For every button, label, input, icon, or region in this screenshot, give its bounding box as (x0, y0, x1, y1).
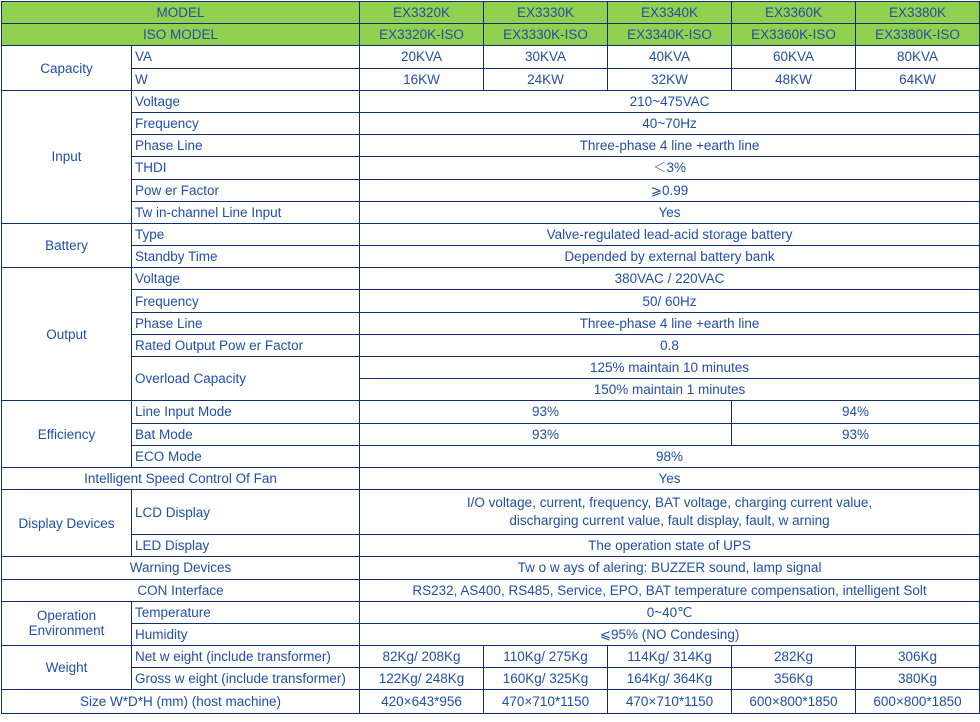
output-rated-pf-row (2, 334, 980, 356)
con-row (2, 579, 980, 601)
temperature-value: 0~40℃ (360, 601, 980, 623)
lcd-line-1: I/O voltage, current, frequency, BAT voltage, charging current value, (466, 495, 873, 511)
model-cell: EX3360K (732, 2, 856, 24)
output-phase-label: Phase Line (132, 312, 360, 334)
overload-capacity-label: Overload Capacity (132, 357, 360, 401)
display-group-label: Display Devices (2, 490, 132, 557)
gross-weight-cell: 160Kg/ 325Kg (484, 668, 608, 690)
standby-time-value: Depended by external battery bank (360, 246, 980, 268)
w-cell: 24KW (484, 68, 608, 90)
output-group-label: Output (2, 268, 132, 401)
line-input-mode-value-a: 93% (360, 401, 732, 423)
w-cell: 16KW (360, 68, 484, 90)
size-cell: 470×710*1150 (484, 690, 608, 714)
gross-weight-cell: 122Kg/ 248Kg (360, 668, 484, 690)
input-group-label: Input (2, 90, 132, 223)
led-display-row (2, 535, 980, 557)
net-weight-cell: 82Kg/ 208Kg (360, 646, 484, 668)
input-voltage-row (2, 90, 980, 112)
battery-type-row (2, 223, 980, 245)
efficiency-bat-row (2, 423, 980, 445)
bat-mode-value-b: 93% (732, 423, 980, 445)
va-cell: 20KVA (360, 46, 484, 68)
environment-line-2: Environment (28, 623, 105, 639)
size-cell: 600×800*1850 (856, 690, 980, 714)
fan-value: Yes (360, 467, 980, 489)
warning-value: Tw o w ays of alering: BUZZER sound, lamp signal (360, 557, 980, 579)
humidity-value: ⩽95% (NO Condesing) (360, 623, 980, 645)
warning-label: Warning Devices (2, 557, 360, 579)
twin-channel-label: Tw in-channel Line Input (132, 201, 360, 223)
input-frequency-value: 40~70Hz (360, 112, 980, 134)
bat-mode-label: Bat Mode (132, 423, 360, 445)
output-voltage-row (2, 268, 980, 290)
output-frequency-value: 50/ 60Hz (360, 290, 980, 312)
battery-type-label: Type (132, 223, 360, 245)
iso-model-row (2, 24, 980, 46)
capacity-w-row (2, 68, 980, 90)
model-row (2, 2, 980, 24)
iso-model-cell: EX3340K-ISO (608, 24, 732, 46)
input-voltage-label: Voltage (132, 90, 360, 112)
va-cell: 60KVA (732, 46, 856, 68)
efficiency-eco-row (2, 445, 980, 467)
size-cell: 420×643*956 (360, 690, 484, 714)
temperature-label: Temperature (132, 601, 360, 623)
output-phase-value: Three-phase 4 line +earth line (360, 312, 980, 334)
power-factor-label: Pow er Factor (132, 179, 360, 201)
lcd-display-label: LCD Display (132, 490, 360, 535)
humidity-label: Humidity (132, 623, 360, 645)
capacity-group-label: Capacity (2, 46, 132, 90)
battery-group-label: Battery (2, 223, 132, 267)
overload-value-1: 125% maintain 10 minutes (360, 357, 980, 379)
net-weight-cell: 306Kg (856, 646, 980, 668)
efficiency-group-label: Efficiency (2, 401, 132, 468)
net-weight-cell: 282Kg (732, 646, 856, 668)
iso-model-cell: EX3320K-ISO (360, 24, 484, 46)
bat-mode-value-a: 93% (360, 423, 732, 445)
model-cell: EX3320K (360, 2, 484, 24)
eco-mode-label: ECO Mode (132, 445, 360, 467)
twin-channel-value: Yes (360, 201, 980, 223)
net-weight-row (2, 646, 980, 668)
output-voltage-value: 380VAC / 220VAC (360, 268, 980, 290)
w-cell: 48KW (732, 68, 856, 90)
con-label: CON Interface (2, 579, 360, 601)
iso-model-cell: EX3330K-ISO (484, 24, 608, 46)
lcd-display-row (2, 490, 980, 535)
iso-model-label: ISO MODEL (2, 24, 360, 46)
w-cell: 32KW (608, 68, 732, 90)
input-twin-channel-row (2, 201, 980, 223)
output-frequency-row (2, 290, 980, 312)
rated-power-factor-value: 0.8 (360, 334, 980, 356)
line-input-mode-value-b: 94% (732, 401, 980, 423)
model-cell: EX3330K (484, 2, 608, 24)
model-cell: EX3340K (608, 2, 732, 24)
fan-row (2, 467, 980, 489)
warning-row (2, 557, 980, 579)
led-display-label: LED Display (132, 535, 360, 557)
thdi-label: THDI (132, 157, 360, 179)
line-input-mode-label: Line Input Mode (132, 401, 360, 423)
size-cell: 470×710*1150 (608, 690, 732, 714)
model-cell: EX3380K (856, 2, 980, 24)
gross-weight-cell: 164Kg/ 364Kg (608, 668, 732, 690)
input-phase-row (2, 135, 980, 157)
temperature-row (2, 601, 980, 623)
model-label: MODEL (2, 2, 360, 24)
va-cell: 80KVA (856, 46, 980, 68)
input-power-factor-row (2, 179, 980, 201)
input-phase-value: Three-phase 4 line +earth line (360, 135, 980, 157)
spec-table (1, 1, 980, 714)
lcd-display-value (360, 490, 980, 535)
net-weight-label: Net w eight (include transformer) (132, 646, 360, 668)
rated-power-factor-label: Rated Output Pow er Factor (132, 334, 360, 356)
input-thdi-row (2, 157, 980, 179)
fan-label: Intelligent Speed Control Of Fan (2, 467, 360, 489)
iso-model-cell: EX3380K-ISO (856, 24, 980, 46)
w-cell: 64KW (856, 68, 980, 90)
battery-standby-row (2, 246, 980, 268)
led-display-value: The operation state of UPS (360, 535, 980, 557)
environment-group-label (2, 601, 132, 645)
input-frequency-row (2, 112, 980, 134)
input-voltage-value: 210~475VAC (360, 90, 980, 112)
net-weight-cell: 114Kg/ 314Kg (608, 646, 732, 668)
thdi-value: ＜3% (360, 157, 980, 179)
efficiency-line-row (2, 401, 980, 423)
power-factor-value: ⩾0.99 (360, 179, 980, 201)
gross-weight-label: Gross w eight (include transformer) (132, 668, 360, 690)
gross-weight-cell: 380Kg (856, 668, 980, 690)
va-cell: 40KVA (608, 46, 732, 68)
net-weight-cell: 110Kg/ 275Kg (484, 646, 608, 668)
input-phase-label: Phase Line (132, 135, 360, 157)
lcd-line-2: discharging current value, fault display, fault, w arning (509, 513, 830, 529)
va-label: VA (132, 46, 360, 68)
size-row (2, 690, 980, 714)
battery-type-value: Valve-regulated lead-acid storage battery (360, 223, 980, 245)
output-phase-row (2, 312, 980, 334)
w-label: W (132, 68, 360, 90)
size-label: Size W*D*H (mm) (host machine) (2, 690, 360, 714)
standby-time-label: Standby Time (132, 246, 360, 268)
weight-group-label: Weight (2, 646, 132, 690)
con-value: RS232, AS400, RS485, Service, EPO, BAT temperature compensation, intelligent Solt (360, 579, 980, 601)
eco-mode-value: 98% (360, 445, 980, 467)
humidity-row (2, 623, 980, 645)
input-frequency-label: Frequency (132, 112, 360, 134)
overload-value-2: 150% maintain 1 minutes (360, 379, 980, 401)
environment-line-1: Operation (36, 608, 97, 624)
va-cell: 30KVA (484, 46, 608, 68)
gross-weight-cell: 356Kg (732, 668, 856, 690)
size-cell: 600×800*1850 (732, 690, 856, 714)
output-frequency-label: Frequency (132, 290, 360, 312)
iso-model-cell: EX3360K-ISO (732, 24, 856, 46)
gross-weight-row (2, 668, 980, 690)
capacity-va-row (2, 46, 980, 68)
output-voltage-label: Voltage (132, 268, 360, 290)
output-overload-row-1 (2, 357, 980, 379)
